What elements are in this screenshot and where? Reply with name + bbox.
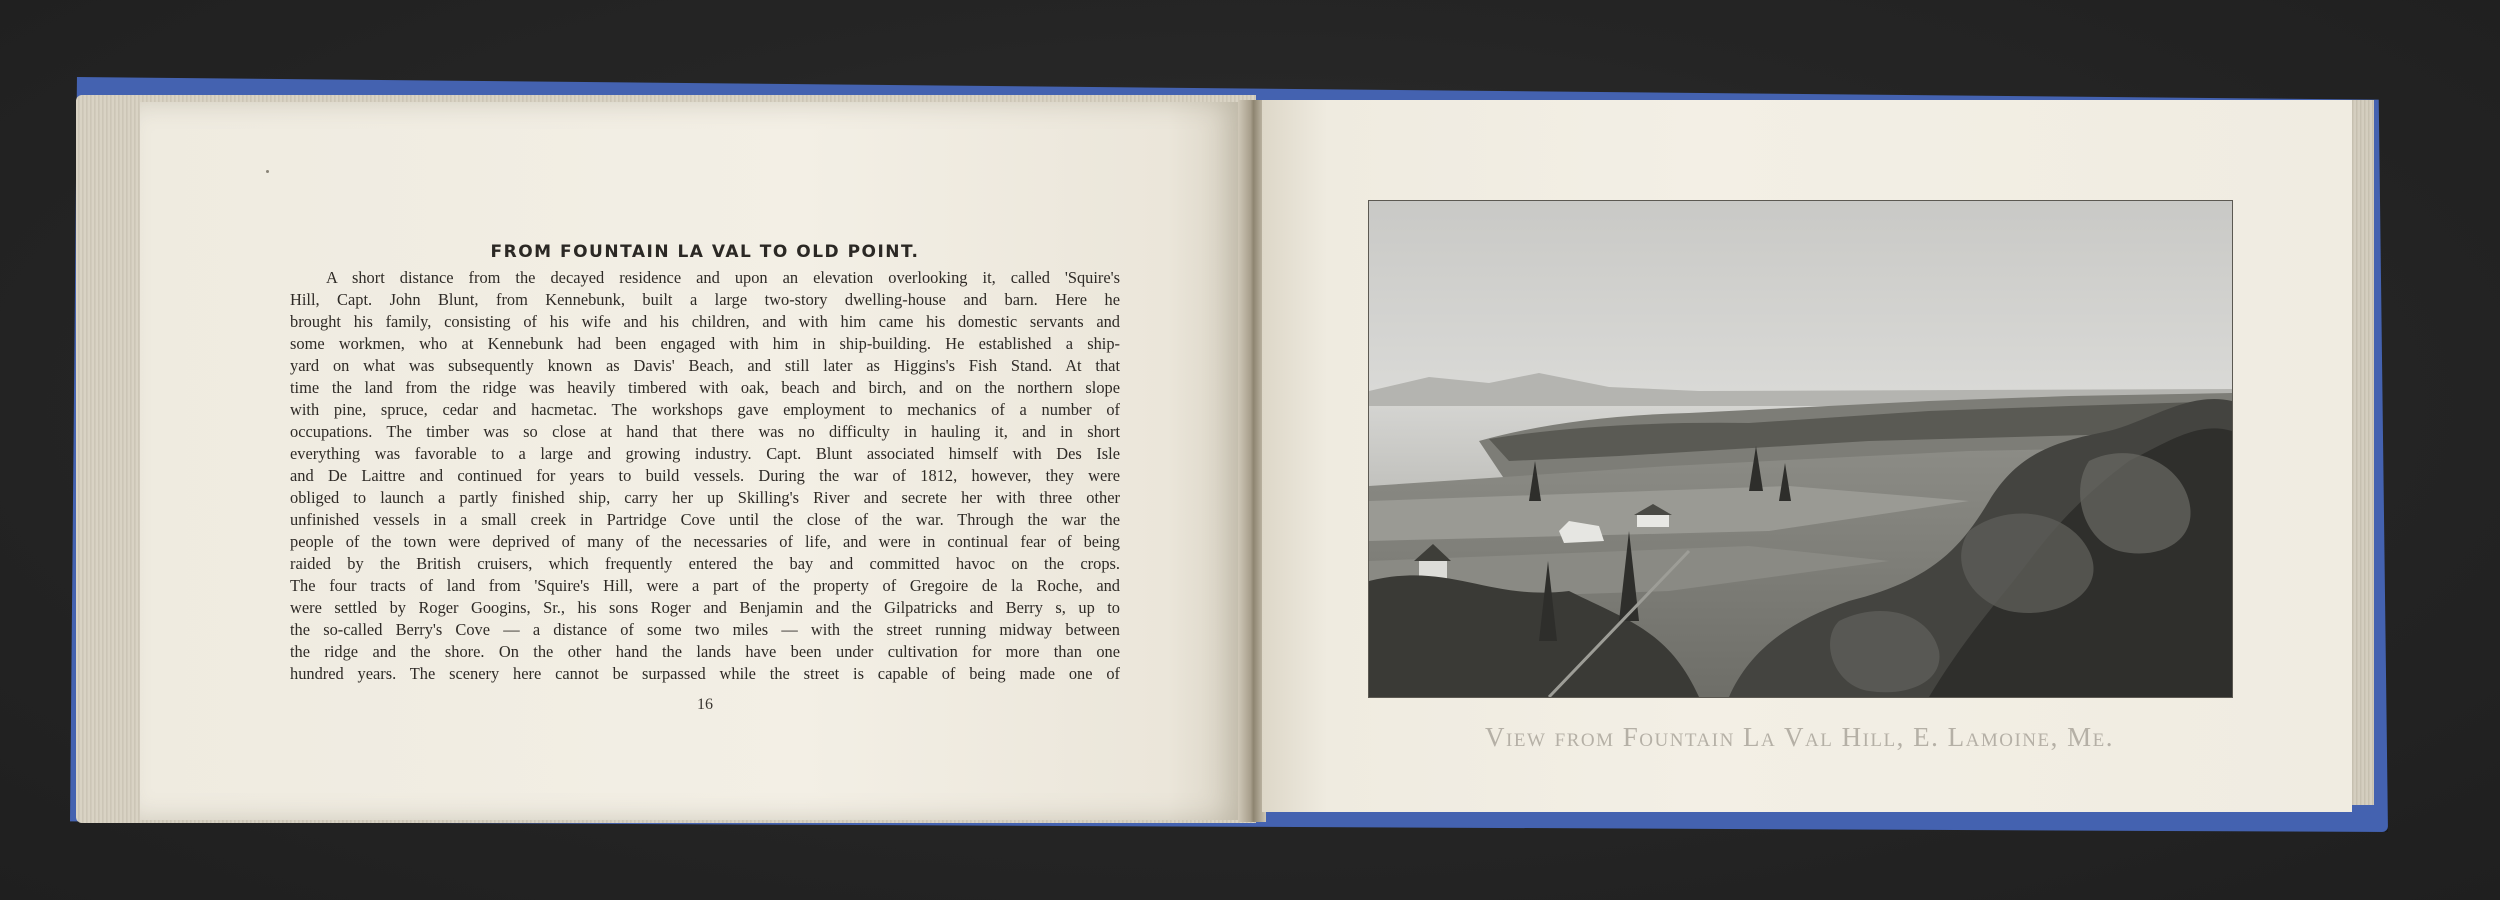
text-line: yard on what was subsequently known as Davis' Beach, and still later as Higgins's Fish Stand. At that [290, 356, 1120, 375]
paper-speck [266, 170, 269, 173]
page-number: 16 [697, 696, 713, 713]
text-line: unfinished vessels in a small creek in Partridge Cove until the close of the war. Through the war the [290, 510, 1120, 529]
text-line: raided by the British cruisers, which frequently entered the bay and committed havoc on the crops. [290, 554, 1120, 573]
text-line: occupations. The timber was so close at hand that there was no difficulty in hauling it, and in short [290, 422, 1120, 441]
text-line: with pine, spruce, cedar and hacmetac. The workshops gave employment to mechanics of a number of [290, 400, 1120, 419]
text-line: Hill, Capt. John Blunt, from Kennebunk, built a large two-story dwelling-house and barn. Here he [290, 290, 1120, 309]
right-page-stack [2350, 100, 2374, 805]
landscape-photograph [1368, 200, 2233, 698]
text-line: everything was favorable to a large and growing industry. Capt. Blunt associated himself with Des Isle [290, 444, 1120, 463]
text-line: time the land from the ridge was heavily timbered with oak, beach and birch, and on the northern slope [290, 378, 1120, 397]
text-line: and De Laittre and continued for years to build vessels. During the war of 1812, however, they were [290, 466, 1120, 485]
text-line: the ridge and the shore. On the other hand the lands have been under cultivation for more than one [290, 642, 1120, 661]
text-line: people of the town were deprived of many of the necessaries of life, and were in continual fear of being [290, 532, 1120, 551]
text-line: brought his family, consisting of his wife and his children, and with him came his domestic servants and [290, 312, 1120, 331]
text-line: A short distance from the decayed residence and upon an elevation overlooking it, called 'Squire's [326, 268, 1120, 287]
photo-caption: View from Fountain La Val Hill, E. Lamoine, Me. [1485, 722, 2114, 752]
text-line: some workmen, who at Kennebunk had been engaged with him in ship-building. He established a ship- [290, 334, 1120, 353]
text-line: the so-called Berry's Cove — a distance of some two miles — with the street running midway between [290, 620, 1120, 639]
text-line: were settled by Roger Googins, Sr., his sons Roger and Benjamin and the Gilpatricks and Berry s, up to [290, 598, 1120, 617]
text-line: hundred years. The scenery here cannot be surpassed while the street is capable of being made one of [290, 664, 1120, 683]
text-line: The four tracts of land from 'Squire's Hill, were a part of the property of Gregoire de la Roche, and [290, 576, 1120, 595]
chapter-heading: FROM FOUNTAIN LA VAL TO OLD POINT. [490, 242, 920, 262]
body-text [290, 267, 1120, 685]
text-line: obliged to launch a partly finished ship, carry her up Skilling's River and secrete her with three other [290, 488, 1120, 507]
